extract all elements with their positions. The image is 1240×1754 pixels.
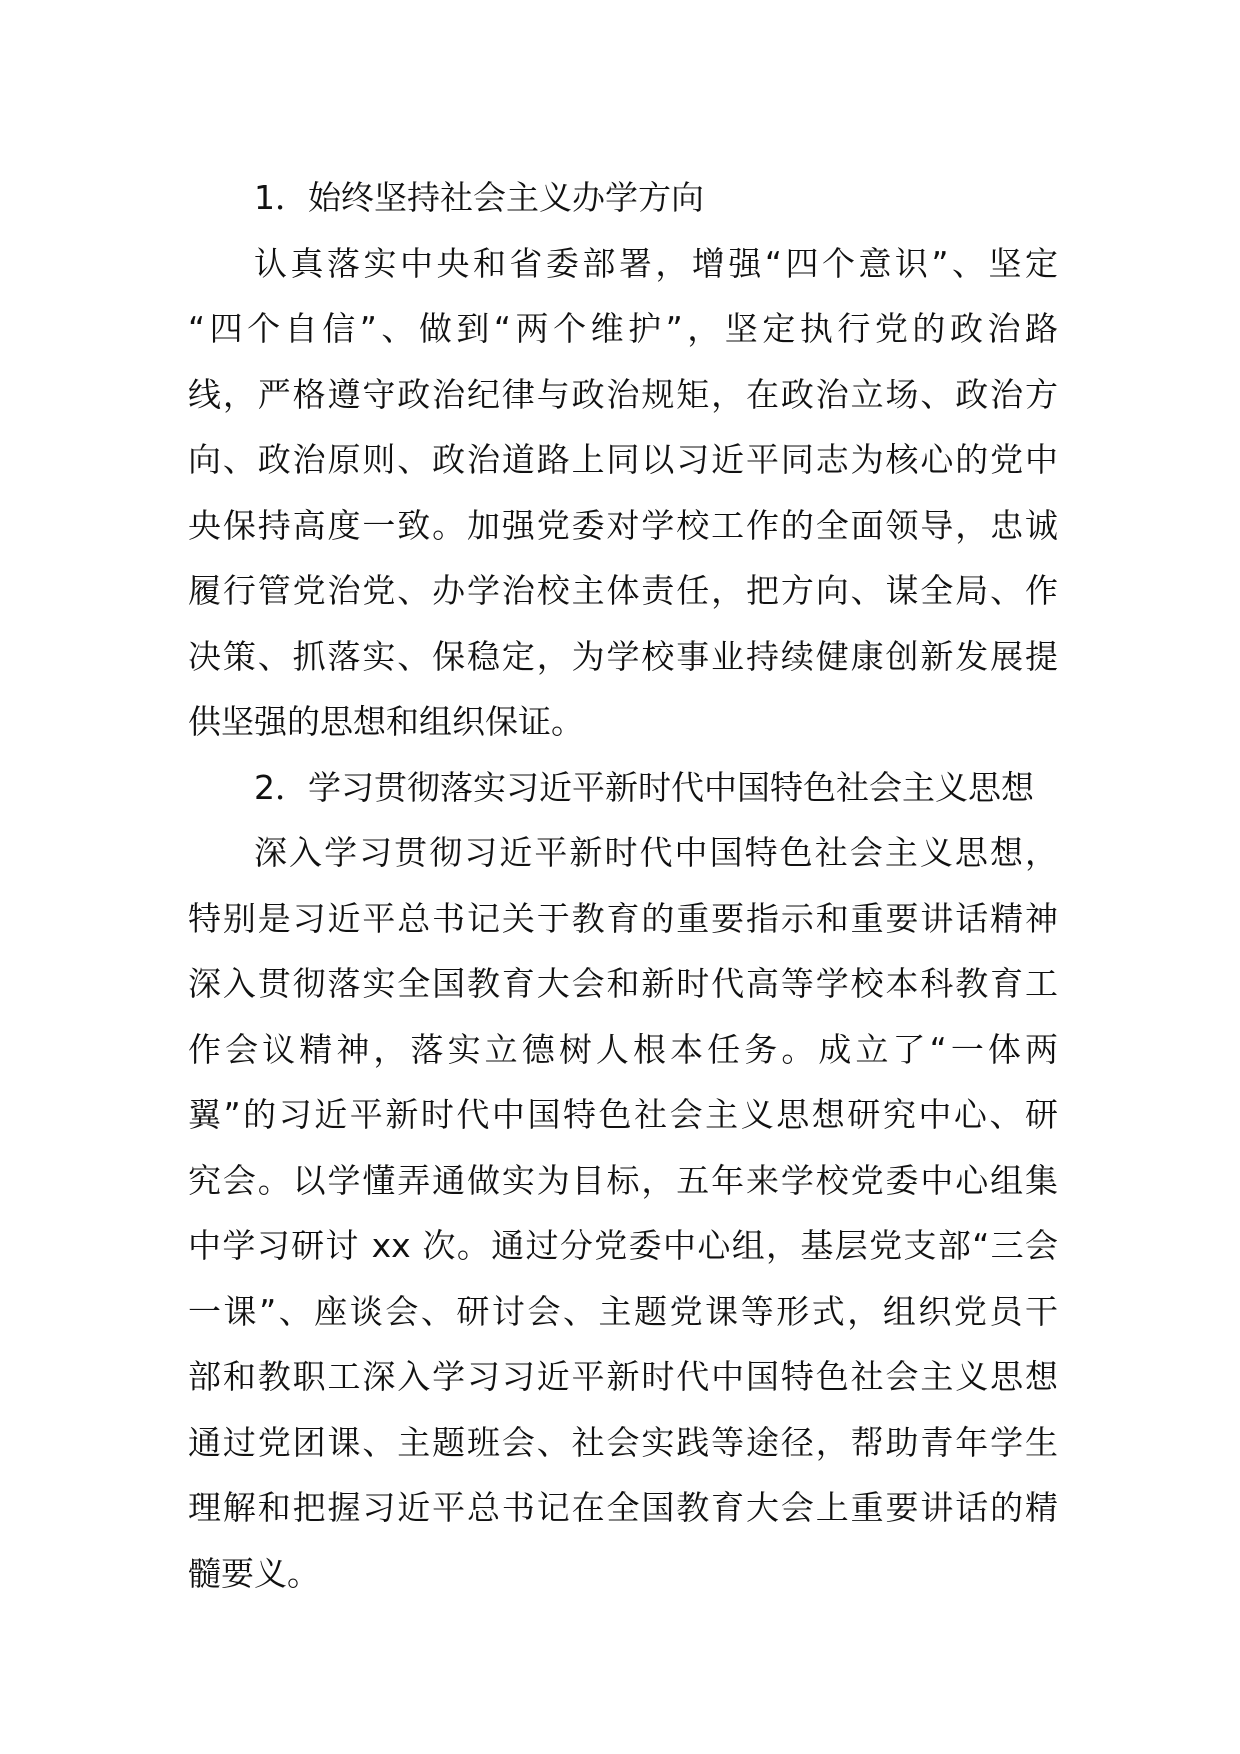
section-2-line-6: 究会。以学懂弄通做实为目标，五年来学校党委中心组集 <box>188 1160 1058 1200</box>
section-2-line-2: 特别是习近平总书记关于教育的重要指示和重要讲话精神 <box>188 898 1058 938</box>
section-1-line-7: 决策、抓落实、保稳定，为学校事业持续健康创新发展提 <box>188 636 1058 676</box>
section-1-line-5: 央保持高度一致。加强党委对学校工作的全面领导，忠诚 <box>188 505 1058 545</box>
section-1-line-4: 向、政治原则、政治道路上同以习近平同志为核心的党中 <box>188 440 1058 479</box>
section-2-line-9: 部和教职工深入学习习近平新时代中国特色社会主义思想 <box>188 1357 1058 1396</box>
section-2-line-8: 一课”、座谈会、研讨会、主题党课等形式，组织党员干 <box>188 1291 1058 1331</box>
section-2-line-4: 作会议精神，落实立德树人根本任务。成立了“一体两 <box>188 1029 1058 1069</box>
section-2-line-3: 深入贯彻落实全国教育大会和新时代高等学校本科教育工 <box>188 964 1058 1003</box>
section-1-line-1: 认真落实中央和省委部署，增强“四个意识”、坚定 <box>254 243 1058 283</box>
section-2-line-1: 深入学习贯彻习近平新时代中国特色社会主义思想， <box>254 833 1058 872</box>
section-1-line-8: 供坚强的思想和组织保证。 <box>188 702 584 741</box>
section-2-heading: 2．学习贯彻落实习近平新时代中国特色社会主义思想 <box>254 767 1034 807</box>
section-2-line-12: 髓要义。 <box>188 1553 320 1593</box>
section-2-line-7: 中学习研讨 xx 次。通过分党委中心组，基层党支部“三会 <box>188 1226 1058 1265</box>
section-1-heading: 1．始终坚持社会主义办学方向 <box>254 178 704 217</box>
document-body <box>188 165 1058 1606</box>
section-1-line-6: 履行管党治党、办学治校主体责任，把方向、谋全局、作 <box>188 571 1058 610</box>
section-1-line-2: “四个自信”、做到“两个维护”，坚定执行党的政治路 <box>188 309 1058 348</box>
section-1-line-3: 线，严格遵守政治纪律与政治规矩，在政治立场、政治方 <box>188 374 1058 414</box>
section-2-line-11: 理解和把握习近平总书记在全国教育大会上重要讲话的精 <box>188 1488 1058 1527</box>
section-2-line-5: 翼”的习近平新时代中国特色社会主义思想研究中心、研 <box>188 1095 1058 1134</box>
section-2-line-10: 通过党团课、主题班会、社会实践等途径，帮助青年学生 <box>188 1422 1058 1462</box>
